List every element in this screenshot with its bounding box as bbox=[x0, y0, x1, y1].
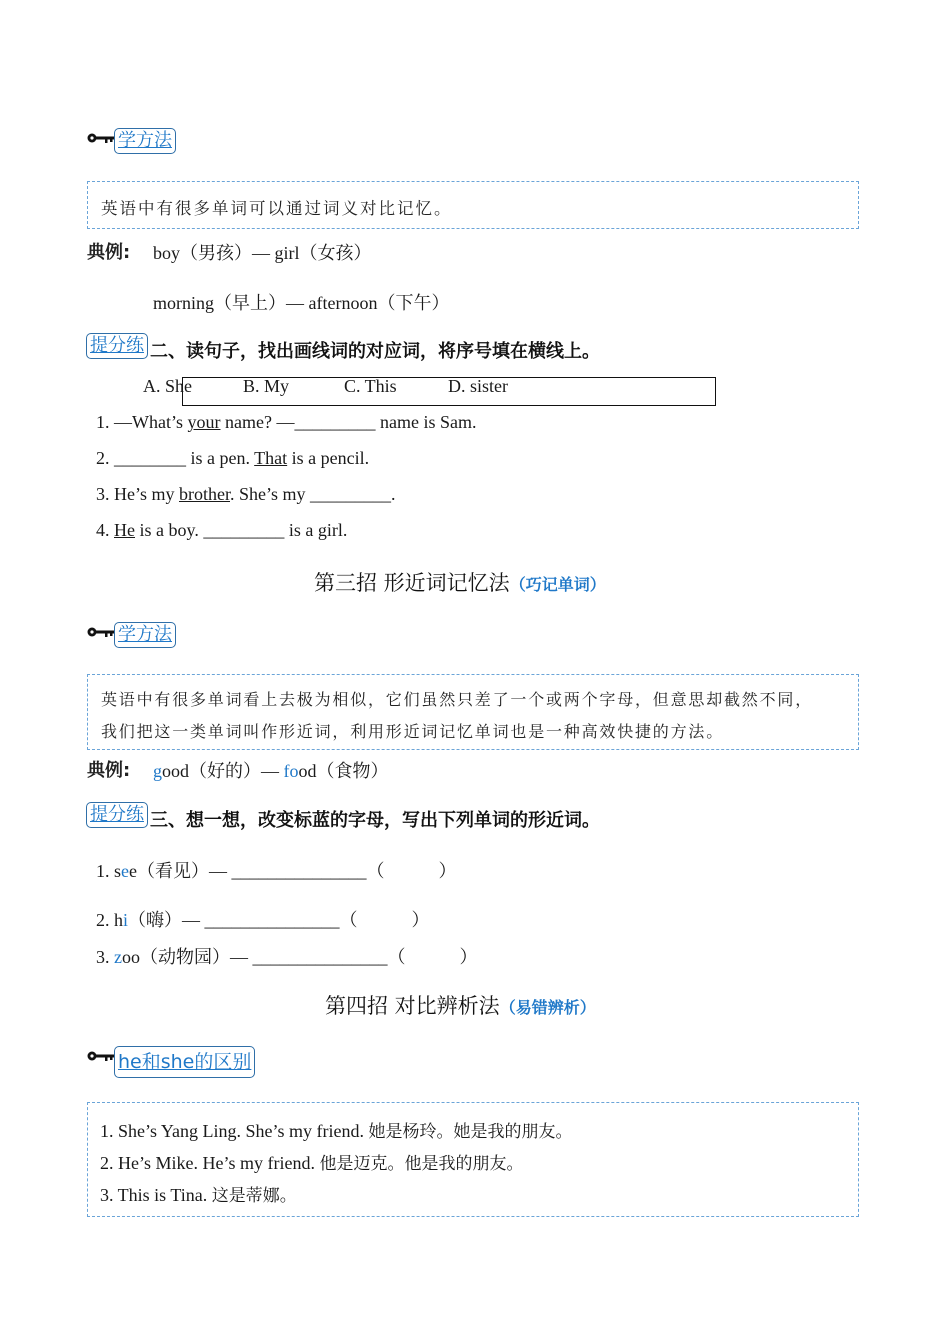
option-a: A. She bbox=[143, 376, 192, 396]
method-box bbox=[87, 674, 859, 750]
question-4: 4. He is a boy. _________ is a girl. bbox=[96, 520, 348, 540]
method-box bbox=[87, 181, 859, 229]
section3-title: 第三招 形近词记忆法（巧记单词） bbox=[314, 571, 606, 595]
example-words: good（好的）— food（食物） bbox=[153, 761, 389, 781]
method-line-1: 英语中有很多单词看上去极为相似，它们虽然只差了一个或两个字母，但意思却截然不同， bbox=[101, 690, 814, 709]
word-question-3: 3. zoo（动物园）— _______________（ ） bbox=[96, 947, 478, 967]
learn-method-tag: 学方法 bbox=[114, 622, 176, 648]
option-c: C. This bbox=[344, 376, 397, 396]
question-1: 1. —What’s your name? —_________ name is Sam. bbox=[96, 412, 477, 432]
key-icon bbox=[87, 131, 115, 145]
example-2: morning（早上）— afternoon（下午） bbox=[153, 293, 450, 313]
practice-tag: 提分练 bbox=[86, 802, 148, 828]
comparison-line-1: 1. She’s Yang Ling. She’s my friend. 她是杨玲。她是我的朋友。 bbox=[100, 1121, 573, 1142]
method-line-2: 我们把这一类单词叫作形近词，利用形近词记忆单词也是一种高效快捷的方法。 bbox=[101, 722, 725, 741]
example-1: boy（男孩）— girl（女孩） bbox=[153, 243, 372, 263]
word-question-1: 1. see（看见）— _______________（ ） bbox=[96, 861, 457, 881]
practice-tag: 提分练 bbox=[86, 333, 148, 359]
example-label: 典例: bbox=[87, 760, 131, 781]
comparison-box bbox=[87, 1102, 859, 1217]
example-label: 典例: bbox=[87, 242, 131, 263]
practice-heading: 二、读句子，找出画线词的对应词，将序号填在横线上。 bbox=[150, 341, 600, 362]
comparison-line-2: 2. He’s Mike. He’s my friend. 他是迈克。他是我的朋友。 bbox=[100, 1153, 524, 1174]
method-text: 英语中有很多单词可以通过词义对比记忆。 bbox=[101, 199, 453, 218]
option-b: B. My bbox=[243, 376, 290, 396]
key-icon bbox=[87, 625, 115, 639]
section4-title: 第四招 对比辨析法（易错辨析） bbox=[325, 994, 596, 1018]
word-question-2: 2. hi（嗨）— _______________（ ） bbox=[96, 910, 430, 930]
question-3: 3. He’s my brother. She’s my _________. bbox=[96, 484, 396, 504]
question-2: 2. ________ is a pen. That is a pencil. bbox=[96, 448, 370, 468]
key-icon bbox=[87, 1049, 115, 1063]
learn-method-tag: 学方法 bbox=[114, 128, 176, 154]
comparison-line-3: 3. This is Tina. 这是蒂娜。 bbox=[100, 1185, 297, 1206]
he-she-tag: he和she的区别 bbox=[114, 1046, 255, 1078]
practice-heading: 三、想一想，改变标蓝的字母，写出下列单词的形近词。 bbox=[150, 810, 600, 831]
option-d: D. sister bbox=[448, 376, 508, 396]
